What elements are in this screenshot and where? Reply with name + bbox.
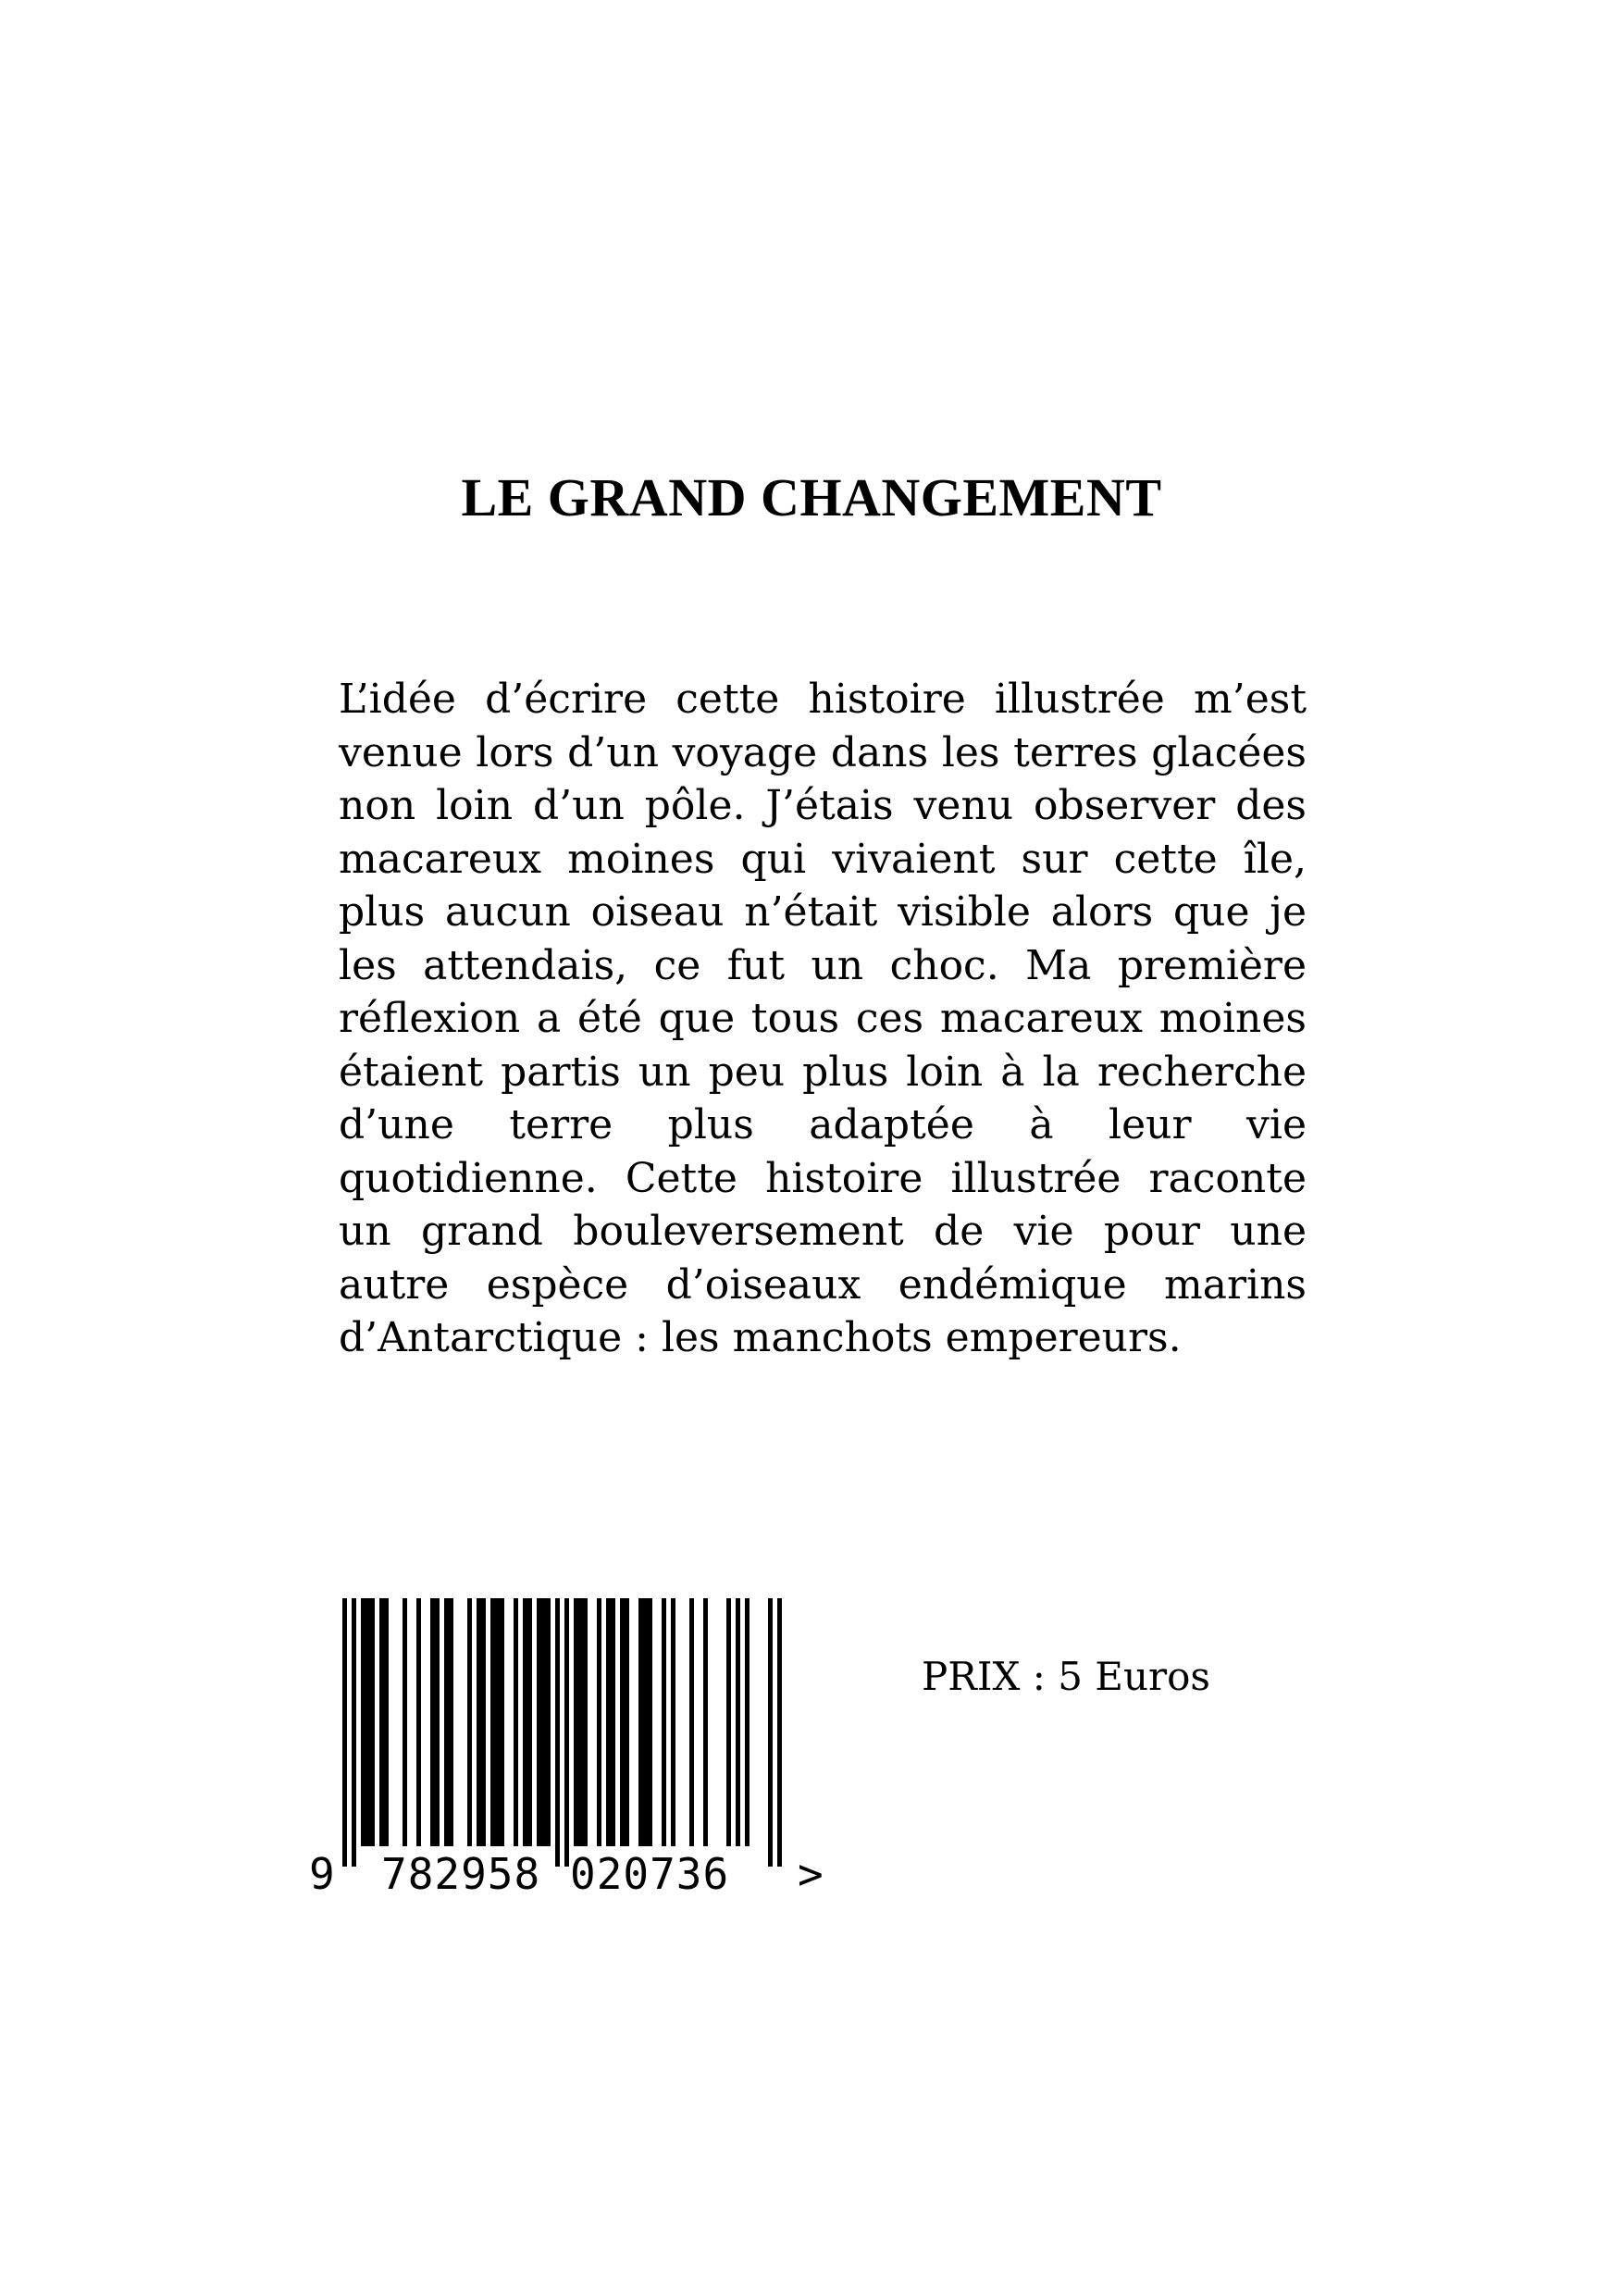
barcode-bar [430, 1598, 435, 1846]
barcode-guard-bar [342, 1598, 347, 1867]
barcode-bar [370, 1598, 375, 1846]
barcode-bar [365, 1598, 370, 1846]
barcode-bar [578, 1598, 583, 1846]
barcode-bar [379, 1598, 384, 1846]
barcode-guard-bar [564, 1598, 569, 1867]
barcode-bar [537, 1598, 541, 1846]
barcode-right-digits: 020736 [570, 1849, 730, 1899]
barcode-bar [736, 1598, 740, 1846]
barcode-guard-bar [777, 1598, 782, 1867]
barcode-bar [611, 1598, 615, 1846]
barcode-bar [574, 1598, 578, 1846]
barcode-bar [648, 1598, 652, 1846]
barcode-bar [689, 1598, 694, 1846]
barcode-bar [597, 1598, 601, 1846]
barcode-bar [361, 1598, 365, 1846]
barcode-bar [625, 1598, 629, 1846]
barcode-bar [541, 1598, 546, 1846]
barcode-left-digits: 782958 [381, 1849, 541, 1899]
price-label: PRIX : 5 Euros [922, 1654, 1210, 1699]
barcode-bar [477, 1598, 481, 1846]
barcode-bar [527, 1598, 532, 1846]
barcode-guard-bar [768, 1598, 773, 1867]
barcode-bar [671, 1598, 675, 1846]
barcode-bar [467, 1598, 472, 1846]
barcode-bar [662, 1598, 666, 1846]
barcode-bar [444, 1598, 449, 1846]
barcode-bar [620, 1598, 625, 1846]
barcode-bar [435, 1598, 440, 1846]
barcode-bar [643, 1598, 648, 1846]
book-title: LE GRAND CHANGEMENT [461, 467, 1162, 527]
barcode-bar [384, 1598, 389, 1846]
barcode-bar [523, 1598, 527, 1846]
barcode-bar [606, 1598, 611, 1846]
barcode-bar [703, 1598, 708, 1846]
barcode-bar [726, 1598, 731, 1846]
barcode-first-digit: 9 [309, 1849, 335, 1899]
barcode-bar [745, 1598, 750, 1846]
barcode-bar [403, 1598, 407, 1846]
barcode-guard-bar [352, 1598, 356, 1867]
barcode-bar [495, 1598, 500, 1846]
barcode-bar [416, 1598, 421, 1846]
barcode-graphic [296, 1595, 851, 1900]
barcode-bar [638, 1598, 643, 1846]
barcode-bar [490, 1598, 495, 1846]
barcode-bar [449, 1598, 453, 1846]
back-cover-blurb: L’idée d’écrire cette histoire illustrée m’est venue lors d’un voyage dans les terres glacées non loin d’un pôle. J’étais venu observer des macareux moines qui vivaient sur cette île, plus aucun oiseau n’était visible alors que je les attendais, ce fut un choc. Ma première réflexion a été que tous ces macareux moines étaient partis un peu plus loin à la recherche d’une terre plus adaptée à leur vie quotidienne. Cette histoire illustrée raconte un grand bouleversement de vie pour une autre espèce d’oiseaux endémique marins d’Antarctique : les manchots empereurs. [339, 676, 1307, 1361]
barcode-bar [514, 1598, 518, 1846]
barcode-guard-bar [555, 1598, 560, 1867]
barcode-bar [583, 1598, 588, 1846]
barcode-bar [500, 1598, 504, 1846]
barcode-bar [546, 1598, 551, 1846]
isbn-barcode [296, 1595, 851, 1900]
barcode-bars [342, 1598, 782, 1867]
barcode-quiet-zone-marker: > [798, 1849, 824, 1899]
barcode-bar [481, 1598, 486, 1846]
